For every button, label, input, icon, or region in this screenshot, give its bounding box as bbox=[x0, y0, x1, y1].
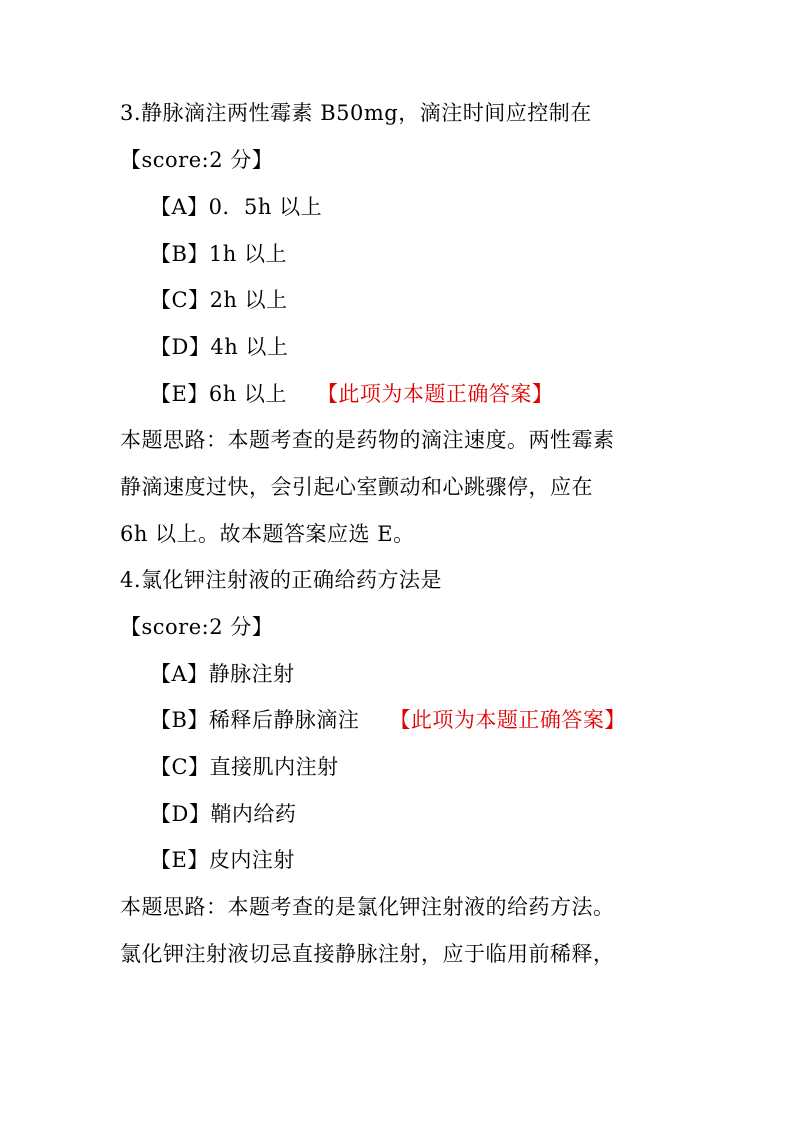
question-3-option-a: 【A】0．5h 以上 bbox=[150, 195, 323, 219]
question-4-option-b-text: 【B】稀释后静脉滴注 bbox=[150, 708, 360, 732]
question-4-option-b bbox=[150, 705, 626, 735]
question-3-option-c: 【C】2h 以上 bbox=[150, 288, 288, 312]
question-3-stem: 3.静脉滴注两性霉素 B50mg，滴注时间应控制在 bbox=[120, 101, 592, 125]
question-3-score: 【score:2 分】 bbox=[120, 148, 274, 172]
question-4-stem: 4.氯化钾注射液的正确给药方法是 bbox=[120, 568, 443, 592]
question-3-option-e bbox=[150, 379, 553, 409]
question-3-option-b: 【B】1h 以上 bbox=[150, 242, 287, 266]
question-3-explanation-line-3: 6h 以上。故本题答案应选 E。 bbox=[120, 522, 415, 546]
question-4-option-e: 【E】皮内注射 bbox=[150, 848, 295, 872]
question-3-explanation-line-1: 本题思路：本题考查的是药物的滴注速度。两性霉素 bbox=[120, 428, 615, 452]
question-3-option-e-text: 【E】6h 以上 bbox=[150, 382, 287, 406]
question-4-score: 【score:2 分】 bbox=[120, 615, 274, 639]
question-3-option-d: 【D】4h 以上 bbox=[150, 335, 289, 359]
correct-answer-mark: 【此项为本题正确答案】 bbox=[389, 708, 626, 732]
question-4-explanation-line-2: 氯化钾注射液切忌直接静脉注射，应于临用前稀释， bbox=[120, 942, 615, 966]
question-4-option-a: 【A】静脉注射 bbox=[150, 662, 295, 686]
question-4-option-d: 【D】鞘内给药 bbox=[150, 802, 297, 826]
correct-answer-mark: 【此项为本题正确答案】 bbox=[316, 382, 554, 406]
question-4-explanation-line-1: 本题思路：本题考查的是氯化钾注射液的给药方法。 bbox=[120, 895, 615, 919]
question-3-explanation-line-2: 静滴速度过快，会引起心室颤动和心跳骤停，应在 bbox=[120, 475, 593, 499]
question-4-option-c: 【C】直接肌内注射 bbox=[150, 755, 339, 779]
